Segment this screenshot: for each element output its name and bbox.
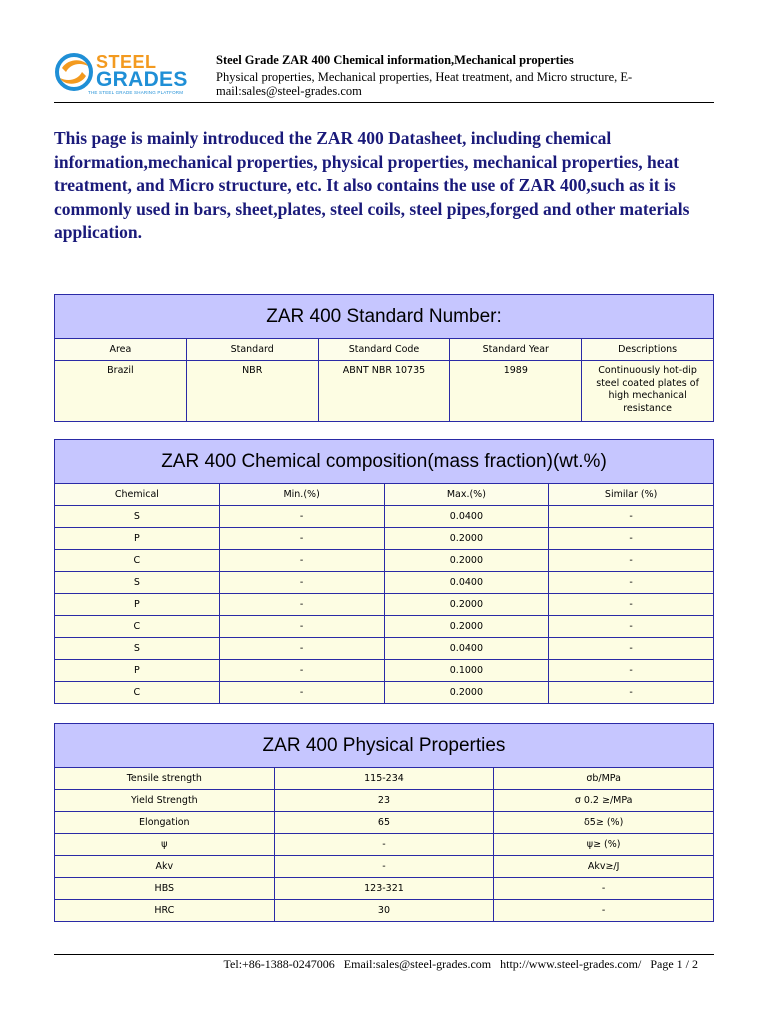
steel-grades-logo[interactable] [54, 50, 210, 96]
table-cell: - [549, 528, 714, 550]
table-cell: - [494, 878, 714, 900]
table-cell: - [549, 616, 714, 638]
table-cell: ψ≥ (%) [494, 834, 714, 856]
table-cell: 65 [274, 812, 494, 834]
table-cell: C [55, 550, 220, 572]
header-title: Steel Grade ZAR 400 Chemical information,Mechanical properties [216, 53, 574, 67]
table-cell: Continuously hot-dip steel coated plates of high mechanical resistance [582, 361, 714, 422]
table-cell: - [549, 572, 714, 594]
table-row [55, 660, 714, 682]
table-cell: - [219, 506, 384, 528]
table-cell: 1989 [450, 361, 582, 422]
table-cell: Tensile strength [55, 768, 275, 790]
table-row [55, 594, 714, 616]
table-row [55, 682, 714, 704]
table-cell: - [274, 834, 494, 856]
footer-website-link[interactable]: http://www.steel-grades.com/ [500, 957, 642, 971]
table-cell: 0.2000 [384, 594, 549, 616]
logo-tagline: THE STEEL GRADE SHARING PLATFORM [88, 90, 184, 95]
column-header: Min.(%) [219, 484, 384, 506]
table-row [55, 361, 714, 422]
intro-paragraph: This page is mainly introduced the ZAR 400 Datasheet, including chemical information,mechanical properties, physical properties, mechanical properties, heat treatment, and Micro structure, etc. It also contains the use of ZAR 400,such as it is commonly used in bars, sheet,plates, steel coils, steel pipes,forged and other materials application. [54, 128, 690, 242]
table-cell: P [55, 594, 220, 616]
table-row [55, 878, 714, 900]
physical-table-caption: ZAR 400 Physical Properties [55, 724, 714, 768]
table-row [55, 616, 714, 638]
header-subtitle: Physical properties, Mechanical properties, Heat treatment, and Micro structure, E-mail:sales@steel-grades.com [216, 70, 633, 98]
table-cell: 123-321 [274, 878, 494, 900]
column-header: Max.(%) [384, 484, 549, 506]
table-cell: - [219, 682, 384, 704]
table-cell: 0.2000 [384, 616, 549, 638]
chemical-table-caption: ZAR 400 Chemical composition(mass fraction)(wt.%) [55, 440, 714, 484]
standard-number-table [54, 294, 714, 422]
table-cell: - [549, 682, 714, 704]
table-row [55, 768, 714, 790]
column-header: Standard [186, 339, 318, 361]
table-row [55, 638, 714, 660]
table-cell: - [219, 660, 384, 682]
table-cell: - [549, 660, 714, 682]
table-cell: 0.2000 [384, 528, 549, 550]
table-cell: P [55, 528, 220, 550]
table-row [55, 812, 714, 834]
table-cell: 0.1000 [384, 660, 549, 682]
table-cell: - [549, 506, 714, 528]
page-footer [54, 954, 714, 971]
table-cell: S [55, 638, 220, 660]
table-cell: HRC [55, 900, 275, 922]
table-cell: 0.0400 [384, 638, 549, 660]
logo-grades-text: GRADES [96, 68, 188, 91]
table-row [55, 506, 714, 528]
table-cell: C [55, 616, 220, 638]
table-cell: 0.0400 [384, 506, 549, 528]
logo-swirl-icon [54, 50, 98, 94]
table-cell: - [494, 900, 714, 922]
table-cell: - [219, 616, 384, 638]
table-cell: 30 [274, 900, 494, 922]
table-cell: 115-234 [274, 768, 494, 790]
column-header: Standard Code [318, 339, 450, 361]
table-cell: NBR [186, 361, 318, 422]
table-row [55, 550, 714, 572]
table-cell: - [219, 594, 384, 616]
page-header [54, 48, 714, 103]
table-row [55, 834, 714, 856]
table-cell: ABNT NBR 10735 [318, 361, 450, 422]
column-header: Similar (%) [549, 484, 714, 506]
column-header: Descriptions [582, 339, 714, 361]
table-row [55, 856, 714, 878]
table-cell: HBS [55, 878, 275, 900]
table-cell: - [549, 594, 714, 616]
table-cell: Akv [55, 856, 275, 878]
footer-page-number: Page 1 / 2 [650, 957, 698, 971]
chemical-composition-table [54, 439, 714, 704]
column-header: Area [55, 339, 187, 361]
table-cell: σ 0.2 ≥/MPa [494, 790, 714, 812]
table-cell: S [55, 506, 220, 528]
table-cell: 0.0400 [384, 572, 549, 594]
table-cell: Brazil [55, 361, 187, 422]
standard-table-caption: ZAR 400 Standard Number: [55, 295, 714, 339]
table-cell: 0.2000 [384, 682, 549, 704]
footer-email-link[interactable]: Email:sales@steel-grades.com [343, 957, 492, 971]
table-row [55, 900, 714, 922]
table-cell: Yield Strength [55, 790, 275, 812]
table-cell: δ5≥ (%) [494, 812, 714, 834]
column-header: Chemical [55, 484, 220, 506]
table-row [55, 572, 714, 594]
table-row [55, 790, 714, 812]
table-cell: σb/MPa [494, 768, 714, 790]
footer-tel: Tel:+86-1388-0247006 [223, 957, 335, 971]
column-header: Standard Year [450, 339, 582, 361]
table-cell: C [55, 682, 220, 704]
table-cell: - [219, 572, 384, 594]
table-cell: Elongation [55, 812, 275, 834]
table-cell: Akv≥/J [494, 856, 714, 878]
table-cell: - [219, 528, 384, 550]
table-cell: S [55, 572, 220, 594]
table-cell: - [219, 550, 384, 572]
table-cell: P [55, 660, 220, 682]
table-cell: 0.2000 [384, 550, 549, 572]
table-cell: - [549, 550, 714, 572]
table-row [55, 528, 714, 550]
logo-steel-text: STEEL [96, 52, 157, 72]
table-cell: - [219, 638, 384, 660]
table-cell: 23 [274, 790, 494, 812]
table-cell: ψ [55, 834, 275, 856]
table-cell: - [274, 856, 494, 878]
footer-contact [224, 957, 698, 972]
physical-properties-table [54, 723, 714, 922]
table-cell: - [549, 638, 714, 660]
